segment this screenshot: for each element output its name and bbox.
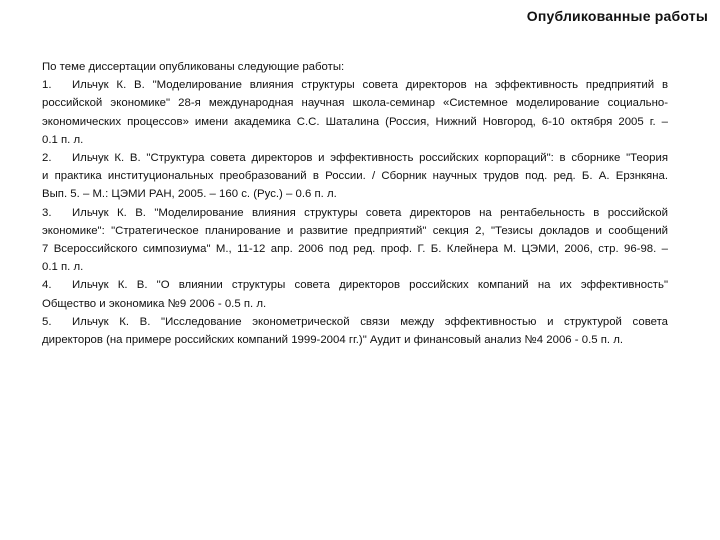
publication-3-text: Ильчук К. В. "Моделирование влияния структуры совета директоров на рентабельность в российской: [72, 206, 668, 219]
publication-5-number: 5.: [42, 315, 52, 328]
publication-1-text: Ильчук К. В. "Моделирование влияния структуры совета директоров на эффективность предприятий в: [72, 79, 668, 92]
publication-4-line-1: [42, 276, 668, 294]
publication-1-line-4: 0.1 п. л.: [42, 133, 84, 146]
publication-4-line-2: Общество и экономика №9 2006 - 0.5 п. л.: [42, 297, 267, 310]
publication-1-line-2: российской экономике" 28-я международная научная школа-семинар «Системное моделирование социально-: [42, 97, 668, 110]
publication-1-line-1: [42, 76, 668, 94]
publication-3-line-2: экономике": "Стратегическое планирование и развитие предприятий" секция 2, "Тезисы докладов и сообщений: [42, 224, 668, 237]
publication-5-text: Ильчук К. В. "Исследование эконометрической связи между эффективностью и структурой совета: [72, 315, 668, 328]
publication-2-line-1: [42, 149, 668, 167]
publication-1-number: 1.: [42, 79, 52, 92]
publication-2-text: Ильчук К. В. "Структура совета директоров и эффективность российских корпораций": в сборнике "Теория: [72, 152, 668, 165]
page-title: Опубликованные работы: [526, 8, 708, 24]
publication-3-line-3: 7 Всероссийского симпозиума" М., 11-12 апр. 2006 под ред. проф. Г. Б. Клейнера М. ЦЭМИ, 2006, стр. 96-98. –: [42, 243, 668, 256]
publication-1-line-3: экономических процессов» имени академика С.С. Шаталина (Россия, Нижний Новгород, 6-10 октября 2005 г. –: [42, 115, 668, 128]
publication-4-text: Ильчук К. В. "О влиянии структуры совета директоров российских компаний на их эффективность": [72, 279, 668, 292]
publication-3-line-1: [42, 204, 668, 222]
publication-3-line-4: 0.1 п. л.: [42, 261, 84, 274]
publication-3-number: 3.: [42, 206, 52, 219]
publication-2-line-3: Вып. 5. – М.: ЦЭМИ РАН, 2005. – 160 с. (Рус.) – 0.6 п. л.: [42, 188, 337, 201]
publication-5-line-2: директоров (на примере российских компаний 1999-2004 гг.)" Аудит и финансовый анализ №4 2006 - 0.5 п. л.: [42, 334, 624, 347]
publication-4-number: 4.: [42, 279, 52, 292]
publication-2-number: 2.: [42, 152, 52, 165]
publication-5-line-1: [42, 313, 668, 331]
publication-list: [42, 58, 668, 349]
publication-2-line-2: и практика институциональных преобразований в России. / Сборник научных трудов под. ред. Б. А. Ерзнкяна.: [42, 170, 668, 183]
intro-text: По теме диссертации опубликованы следующие работы:: [42, 61, 345, 73]
